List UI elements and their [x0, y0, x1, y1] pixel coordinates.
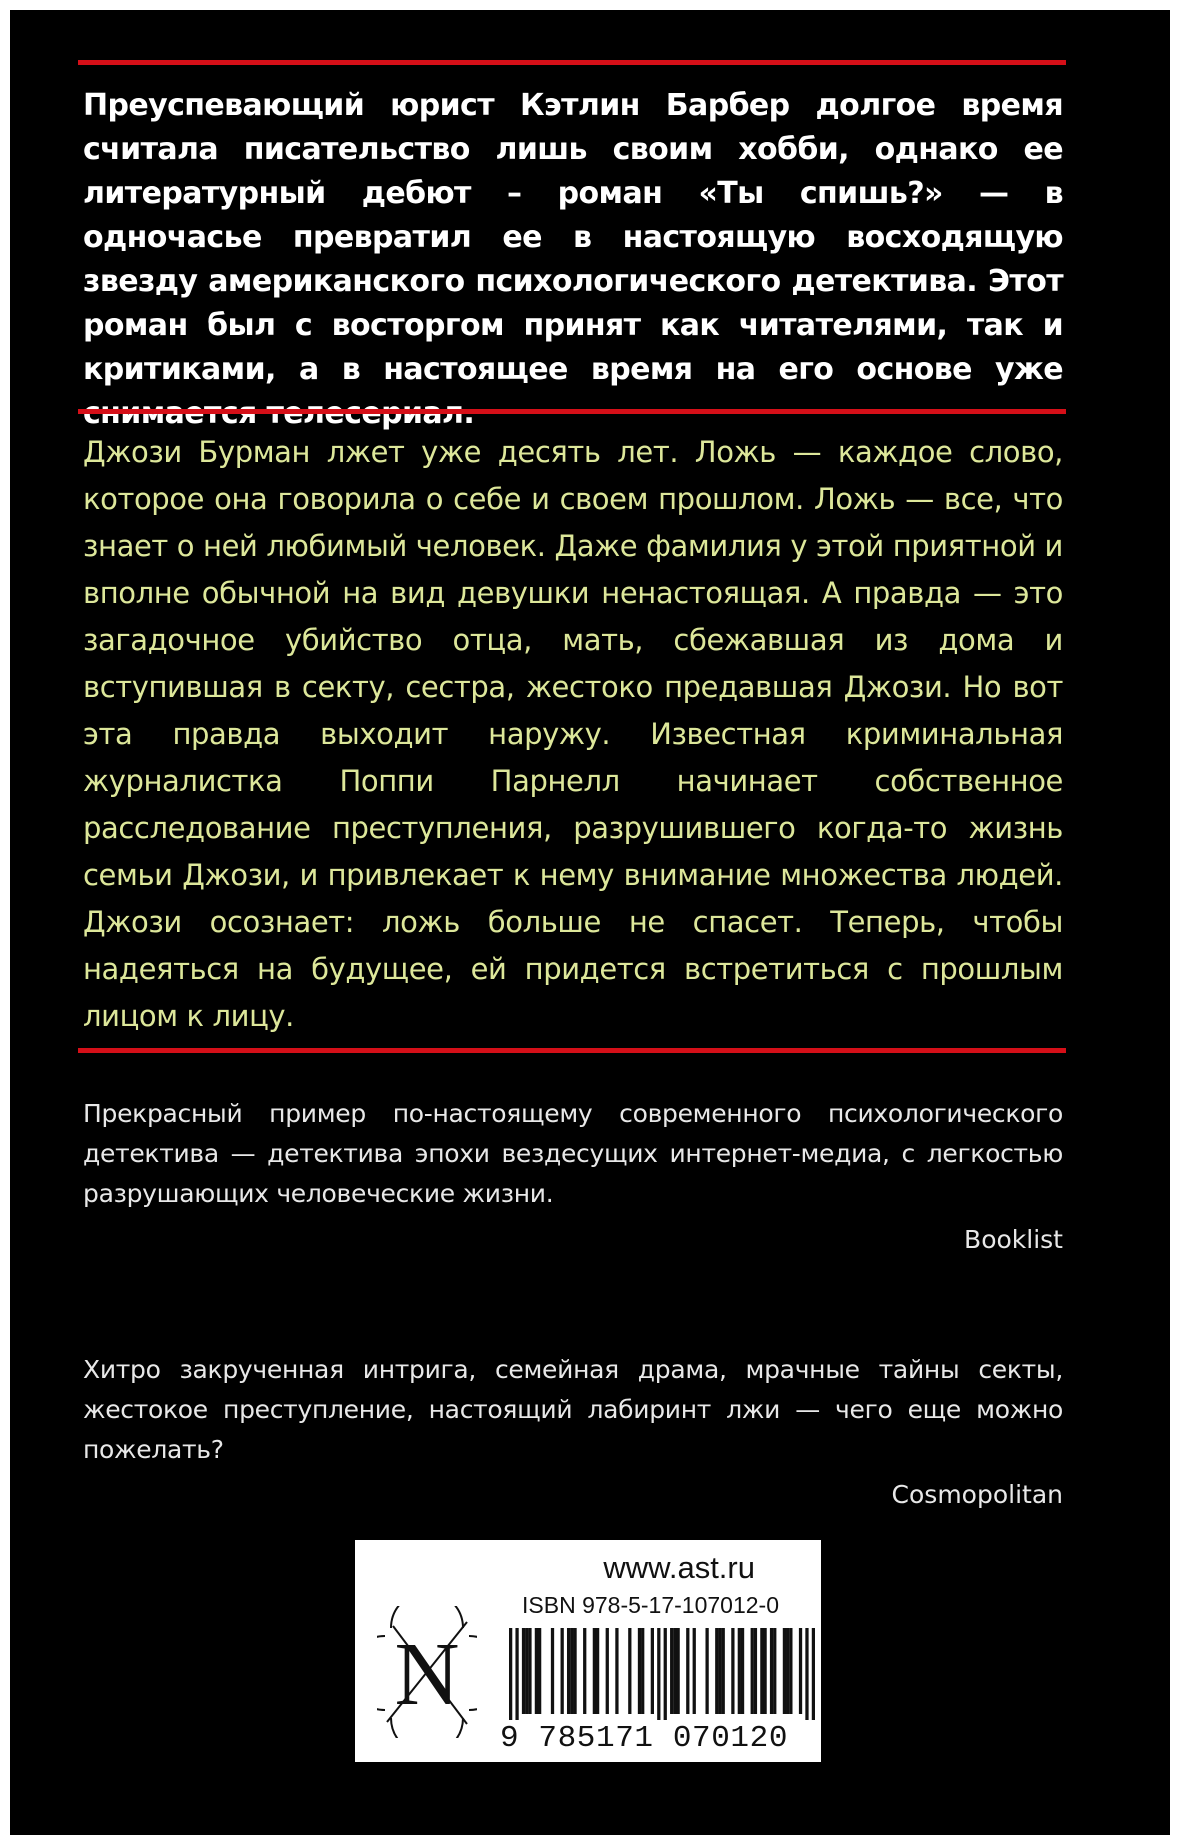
barcode-bar	[693, 1628, 696, 1714]
logo-letter: N	[394, 1625, 460, 1724]
logo-arc-left	[377, 1636, 385, 1710]
barcode-bar	[670, 1628, 673, 1714]
barcode-bar	[763, 1628, 766, 1714]
publisher-logo-icon	[377, 1606, 477, 1738]
barcode-bar	[535, 1628, 538, 1714]
barcode-bar	[738, 1628, 741, 1714]
barcode-bar	[528, 1628, 531, 1714]
red-divider	[78, 409, 1066, 414]
barcode-bar	[606, 1628, 609, 1714]
barcode-bar	[641, 1628, 644, 1714]
barcode-bar	[673, 1628, 676, 1714]
barcode-digits: 9 785171 070120	[500, 1721, 789, 1756]
barcode-bar	[596, 1628, 599, 1714]
barcode-bar	[538, 1628, 541, 1714]
logo-arc-right	[469, 1636, 477, 1710]
barcode-bar	[722, 1628, 725, 1714]
barcode-bar	[628, 1628, 631, 1714]
barcode-bar	[718, 1628, 721, 1714]
barcode-bar	[705, 1628, 708, 1714]
barcode-bar	[593, 1628, 596, 1714]
barcode-bar	[638, 1628, 641, 1714]
barcode-bar	[751, 1628, 754, 1714]
review-quote: Хитро закрученная интрига, семейная драма, мрачные тайны секты, жестокое преступление, настоящий лабиринт лжи — чего еще можно пожелать?	[83, 1355, 1063, 1464]
review-source: Booklist	[964, 1225, 1063, 1254]
barcode	[509, 1628, 815, 1720]
synopsis: Джози Бурман лжет уже десять лет. Ложь — каждое слово, которое она говорила о себе и своем прошлом. Ложь — все, что знает о ней любимый человек. Даже фамилия у этой приятной и вполне обычной на вид девушки ненастоящая. А правда — это загадочное убийство отца, мать, сбежавшая из дома и вступившая в секту, сестра, жестоко предавшая Джози. Но вот эта правда выходит наружу. Известная криминальная журналистка Поппи Парнелл начинает собственное расследование преступления, разрушившего когда-то жизнь семьи Джози, и привлекает к нему внимание множества людей. Джози осознает: ложь больше не спасет. Теперь, чтобы надеяться на будущее, ей придется встретиться с прошлым лицом к лицу.	[83, 435, 1063, 1033]
barcode-bar	[773, 1628, 776, 1714]
barcode-panel	[355, 1540, 821, 1762]
isbn-label: ISBN 978-5-17-107012-0	[522, 1592, 779, 1618]
barcode-bar	[686, 1628, 689, 1714]
barcode-bar	[664, 1628, 667, 1720]
barcode-bar	[741, 1628, 744, 1714]
barcode-bar	[805, 1628, 808, 1720]
review-quote: Прекрасный пример по-настоящему современного психологического детектива — детектива эпохи вездесущих интернет-медиа, с легкостью разрушающих человеческие жизни.	[83, 1099, 1063, 1208]
author-bio: Преуспевающий юрист Кэтлин Барбер долгое время считала писательство лишь своим хобби, однако ее литературный дебют – роман «Ты спишь?» — в одночасье превратил ее в настоящую восходящую звезду американского психологического детектива. Этот роман был с восторгом принят как читателями, так и критиками, а в настоящее время на его основе уже	[83, 88, 1063, 387]
red-divider	[78, 60, 1066, 65]
barcode-bar	[525, 1628, 528, 1714]
barcode-bar	[715, 1628, 718, 1714]
publisher-website: www.ast.ru	[603, 1550, 755, 1585]
barcode-bar	[509, 1628, 512, 1720]
barcode-bar	[676, 1628, 679, 1714]
barcode-bar	[615, 1628, 618, 1714]
barcode-bar	[515, 1628, 518, 1720]
barcode-bar	[567, 1628, 570, 1714]
barcode-bar	[770, 1628, 773, 1714]
barcode-bar	[651, 1628, 654, 1714]
barcode-bar	[522, 1628, 525, 1714]
barcode-bar	[789, 1628, 792, 1714]
barcode-bar	[561, 1628, 564, 1714]
barcode-bar	[812, 1628, 815, 1720]
red-divider	[78, 1048, 1066, 1053]
barcode-bar	[551, 1628, 554, 1714]
barcode-bar	[570, 1628, 573, 1714]
barcode-bar	[657, 1628, 660, 1720]
review-source: Cosmopolitan	[891, 1480, 1063, 1509]
barcode-bar	[731, 1628, 734, 1714]
barcode-bar	[786, 1628, 789, 1714]
barcode-bar	[799, 1628, 802, 1714]
barcode-bar	[573, 1628, 576, 1714]
barcode-bar	[583, 1628, 586, 1714]
barcode-bar	[760, 1628, 763, 1714]
barcode-bar	[783, 1628, 786, 1714]
barcode-bar	[754, 1628, 757, 1714]
